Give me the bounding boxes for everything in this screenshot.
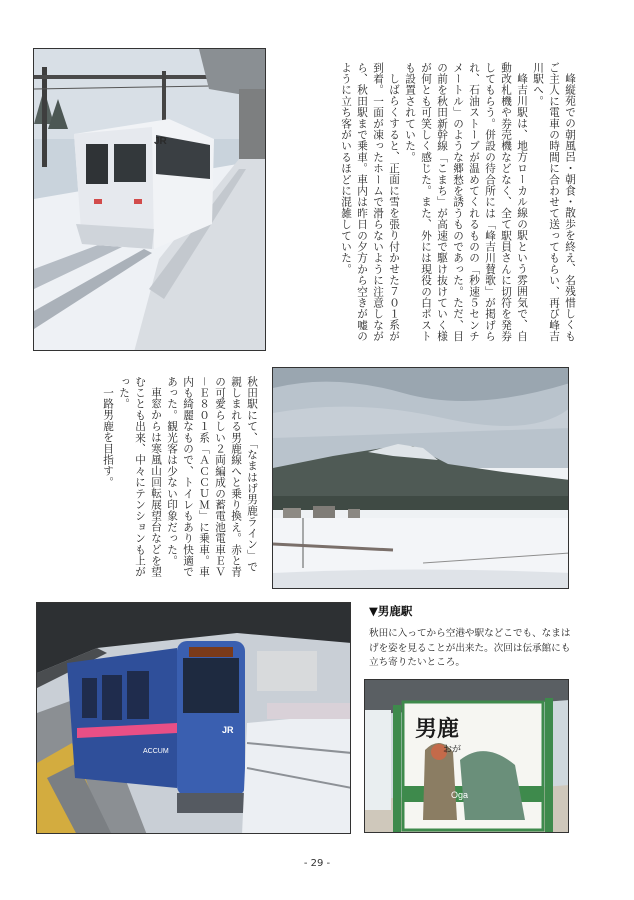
article-paragraph-5: 車窓からは寒風山回転展望台などを望むことも出来、中々にテンションも上がった。 [118,376,162,578]
train-jr-logo: JR [154,136,167,147]
caption-title: ▼男鹿駅 [369,604,413,618]
photo-snowy-train [33,48,266,351]
accum-side-label: ACCUM [143,748,169,755]
article-paragraph-6: 一路男鹿を目指す。 [102,386,114,488]
page-number: - 29 - [303,858,331,869]
caption-body: 秋田に入ってから空港や駅などこでも、なまはげを姿を見ることが出来た。次回は伝承館にも立ち寄りたいところ。 [369,628,571,668]
article-column-lower [58,376,260,581]
photo-oga-station-sign [364,679,569,833]
photo-train-window-view [272,367,569,589]
sign-main-text: 男鹿 [415,717,460,742]
article-paragraph-4: 秋田駅にて、「なまはげ男鹿ライン」で親しまれる男鹿線へと乗り換え。赤と青の可愛らしい２両編成の蓄電池電車ＥＶ－Ｅ８０１系「ＡＣＣＵＭ」に乗車。車内も綺麗なもので、トイレもあり快適であった。観光客は少ない印象だった。 [166,376,258,578]
article-column-upper [282,62,578,352]
article-paragraph-2: 峰吉川駅は、地方ローカル線の駅という雰囲気で、自動改札機や券売機などなく、全て駅員さんに切符を発券してもらう。併設の待合所には「峰吉川賛歌」が掲げられ、石油ストーブが温めてくれるものの「秒速５センチメートル」のような郷愁を誘うものであった。ただ、目の前を秋田新幹線「こまち」が高速で駆け抜けていく様が何とも可笑しく感じた。また、外には現役の白ポストも設置されていた。 [404,62,528,342]
article-paragraph-1: 峰縦苑での朝風呂・朝食・散歩を終え、名残惜しくもご主人に電車の時間に合わせて送ってもらい、再び峰吉川駅へ。 [532,62,576,342]
sign-kana-text: おが [443,745,462,755]
article-paragraph-3: しばらくすると、正面に雪を張り付かせた７０１系が到着。一面が凍ったホームで滑らないように注意しながら、秋田駅まで乗車。車内は昨日の夕方から空きが嘘のように立ち客がいるほどに混雑していた。 [340,62,400,342]
photo-accum-train [36,602,351,834]
sign-romaji-text: Oga [451,790,469,800]
accum-jr-logo: JR [222,725,234,735]
